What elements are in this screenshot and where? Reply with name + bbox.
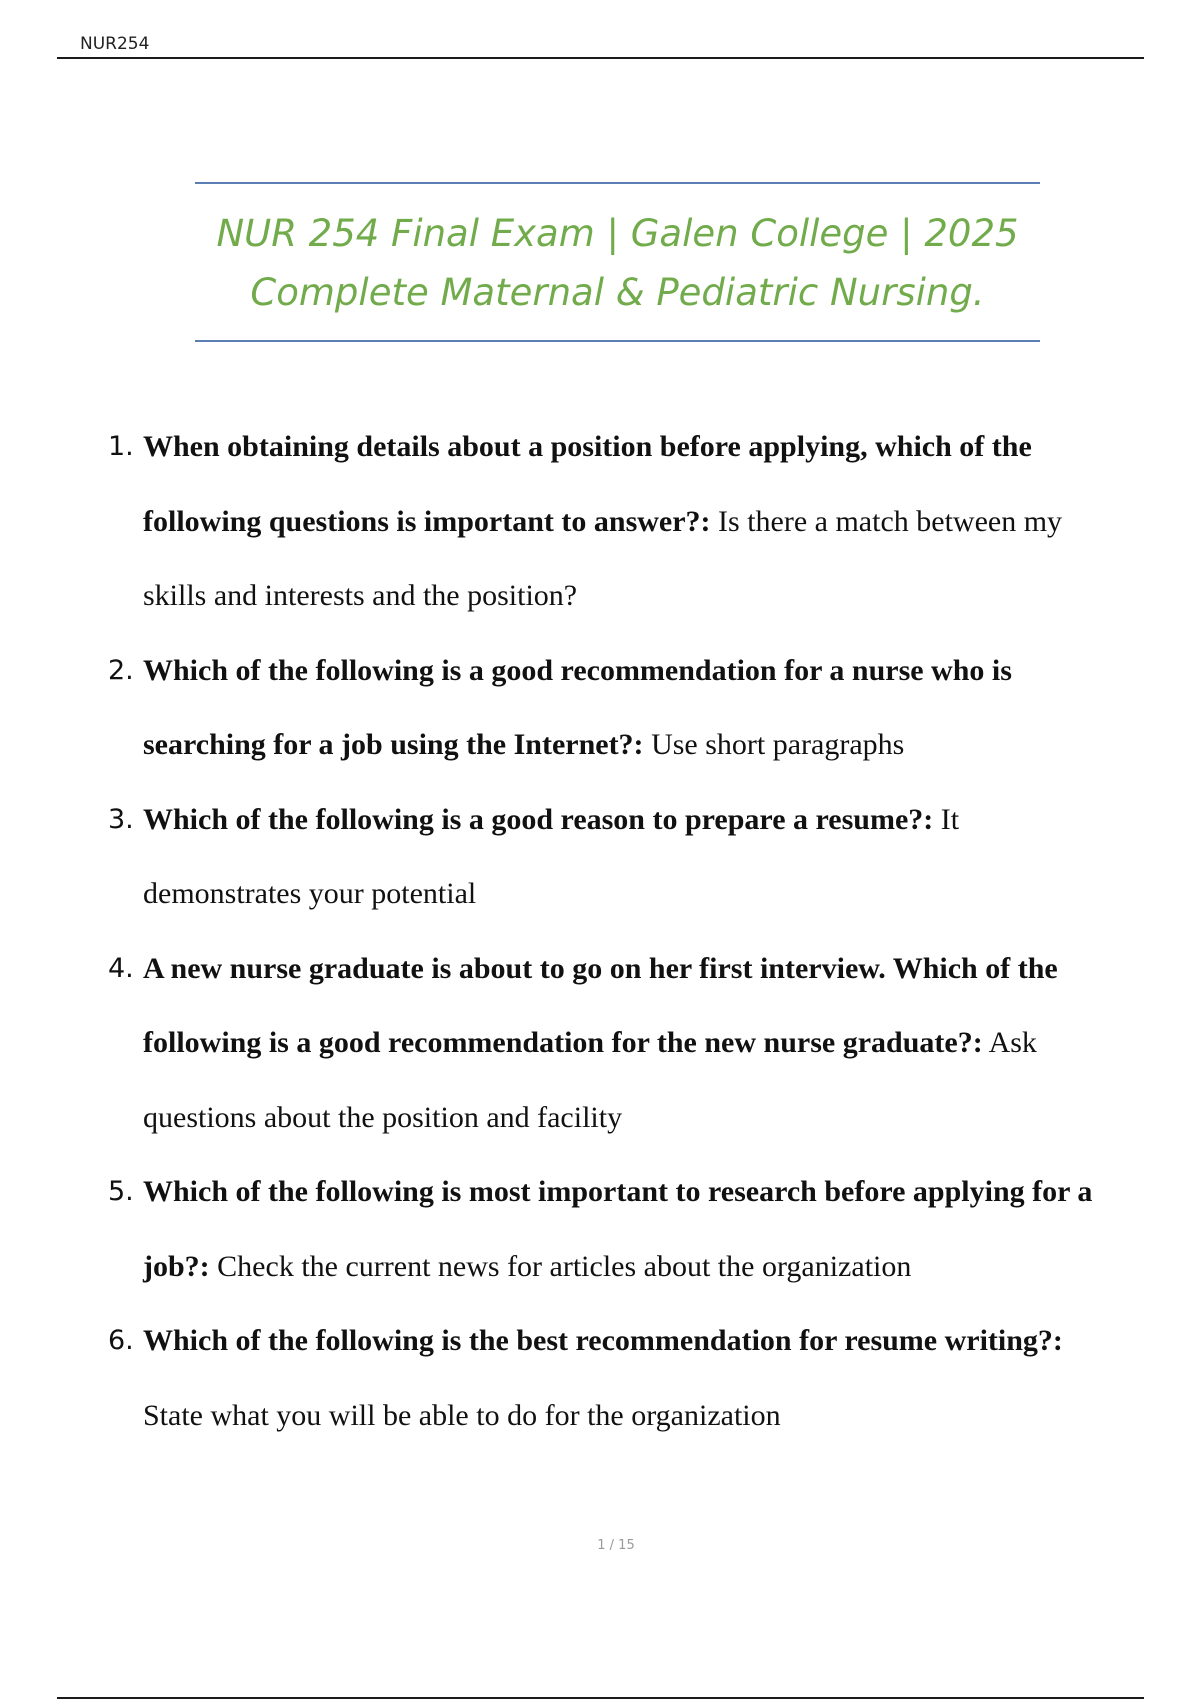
question-item-3 (0, 783, 1200, 932)
footer-rule (57, 1697, 1144, 1699)
question-item-5 (0, 1155, 1200, 1304)
question-item-2 (0, 634, 1200, 783)
question-text: Which of the following is a good recommendation for a nurse who is searching for a job using the Internet?: (143, 653, 1012, 761)
question-text: Which of the following is the best recommendation for resume writing?: (143, 1324, 1063, 1357)
question-item-4 (0, 932, 1200, 1156)
question-item-1 (0, 410, 1200, 634)
page-number: 1 / 15 (597, 1538, 635, 1553)
document-title-line-2: Complete Maternal & Pediatric Nursing. (250, 271, 985, 314)
question-text: Which of the following is most important to research before applying for a job?: (143, 1175, 1093, 1283)
title-top-rule (195, 182, 1040, 184)
answer-text: Check the current news for articles about the organization (217, 1249, 912, 1283)
answer-text: Is there a match between my skills and interests and the position? (143, 504, 1063, 612)
question-text: A new nurse graduate is about to go on her first interview. Which of the following is a good recommendation for the new nurse graduate?: (143, 951, 1058, 1059)
question-text: Which of the following is a good reason to prepare a resume?: (143, 802, 934, 836)
question-number: 5. (108, 1176, 134, 1207)
document-title-line-1: NUR 254 Final Exam | Galen College | 2025 (216, 212, 1019, 255)
answer-text: Use short paragraphs (651, 728, 905, 761)
running-header: NUR254 (80, 34, 150, 54)
header-rule (57, 57, 1144, 59)
question-number: 1. (108, 431, 134, 462)
question-number: 2. (108, 654, 134, 686)
title-bottom-rule (195, 340, 1040, 342)
answer-text: State what you will be able to do for the organization (143, 1398, 781, 1432)
question-list (0, 410, 1200, 1453)
question-number: 3. (108, 803, 134, 835)
question-number: 4. (108, 952, 134, 984)
question-number: 6. (108, 1325, 134, 1356)
answer-text: Ask questions about the position and facility (143, 1026, 1037, 1134)
answer-text: It demonstrates your potential (143, 802, 960, 910)
document-title (150, 204, 1085, 322)
question-item-6 (0, 1304, 1200, 1453)
question-text: When obtaining details about a position before applying, which of the following questions is important to answer?: (143, 430, 1032, 538)
